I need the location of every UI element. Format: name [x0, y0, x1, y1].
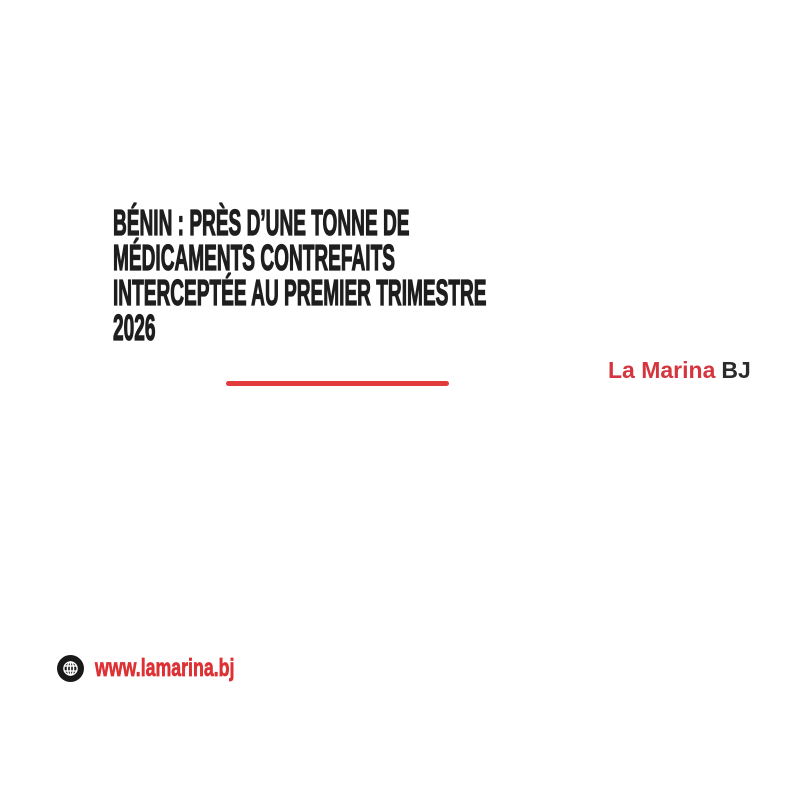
headline-line-4: 2026 [113, 307, 156, 348]
red-divider [226, 381, 449, 386]
brand-suffix: BJ [721, 357, 751, 383]
brand-wordmark [608, 359, 751, 382]
headline [113, 202, 800, 348]
headline-line-1: BÉNIN : PRÈS D’UNE TONNE DE [113, 202, 410, 243]
headline-line-3: INTERCEPTÉE AU PREMIER TRIMESTRE [113, 272, 487, 313]
website-url: www.lamarina.bj [95, 654, 235, 682]
brand-name: La Marina [608, 357, 716, 383]
globe-icon [57, 655, 84, 682]
headline-line-2: MÉDICAMENTS CONTREFAITS [113, 237, 395, 278]
